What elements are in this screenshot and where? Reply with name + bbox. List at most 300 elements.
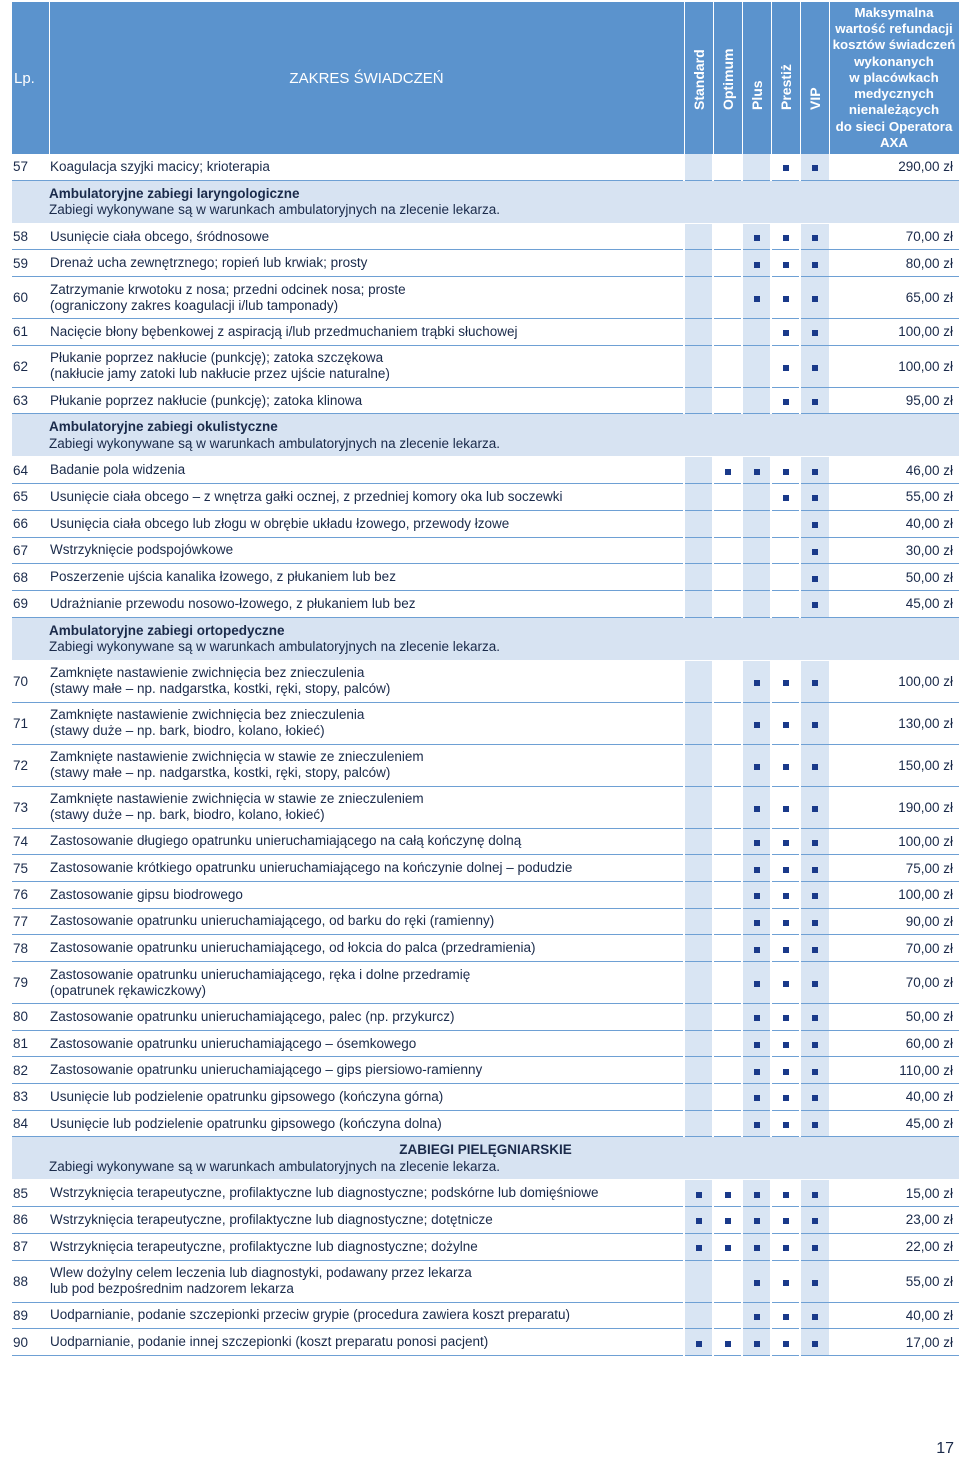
- max-refund-header: Maksymalna wartość refundacji kosztów świadczeń wykonanych w placówkach medycznych nienależących do sieci Operatora AXA: [829, 2, 959, 154]
- included-mark-icon: [783, 1341, 789, 1347]
- plan-cell-plus: [742, 881, 771, 908]
- included-mark-icon: [812, 981, 818, 987]
- plan-cell-standard: [684, 828, 713, 855]
- plan-cell-plus: [742, 1207, 771, 1234]
- included-mark-icon: [754, 920, 760, 926]
- table-row: [12, 786, 959, 828]
- plan-cell-prestiz: [771, 1004, 800, 1031]
- refund-value: 150,00 zł: [829, 744, 959, 786]
- table-row: [12, 702, 959, 744]
- plan-cell-plus: [742, 223, 771, 250]
- service-line: Koagulacja szyjki macicy; krioterapia: [50, 158, 270, 174]
- plan-cell-standard: [684, 345, 713, 387]
- plan-cell-optimum: [713, 1233, 742, 1260]
- plan-cell-optimum: [713, 828, 742, 855]
- service-description: [49, 744, 684, 786]
- service-line: Zastosowanie krótkiego opatrunku unieruchamiającego na kończynie dolnej – podudzie: [50, 860, 573, 876]
- plan-cell-plus: [742, 537, 771, 564]
- included-mark-icon: [783, 165, 789, 171]
- plan-cell-vip: [800, 484, 829, 511]
- included-mark-icon: [783, 235, 789, 241]
- plan-cell-prestiz: [771, 223, 800, 250]
- plan-cell-prestiz: [771, 537, 800, 564]
- plan-cell-standard: [684, 1302, 713, 1329]
- service-line: Zastosowanie opatrunku unieruchamiającego – ósemkowego: [50, 1035, 417, 1051]
- table-row: [12, 908, 959, 935]
- row-number: 84: [12, 1110, 49, 1137]
- table-row: [12, 154, 959, 180]
- refund-value: 290,00 zł: [829, 154, 959, 180]
- plan-cell-plus: [742, 908, 771, 935]
- plan-cell-standard: [684, 1329, 713, 1356]
- plan-cell-prestiz: [771, 319, 800, 346]
- included-mark-icon: [812, 1095, 818, 1101]
- row-number: 80: [12, 1004, 49, 1031]
- included-mark-icon: [783, 1280, 789, 1286]
- page-number: 17: [936, 1440, 954, 1457]
- section-title: Ambulatoryjne zabiegi okulistyczne: [49, 419, 278, 435]
- included-mark-icon: [783, 469, 789, 475]
- plan-cell-vip: [800, 250, 829, 277]
- plan-cell-standard: [684, 1233, 713, 1260]
- lp-header: Lp.: [12, 2, 49, 154]
- refund-value: 45,00 zł: [829, 1110, 959, 1137]
- table-row: [12, 510, 959, 537]
- plan-cell-standard: [684, 537, 713, 564]
- row-number: 89: [12, 1302, 49, 1329]
- service-line: Zastosowanie długiego opatrunku unieruchamiającego na całą kończynę dolną: [50, 833, 522, 849]
- plan-cell-prestiz: [771, 1084, 800, 1111]
- refund-value: 40,00 zł: [829, 1302, 959, 1329]
- plan-cell-optimum: [713, 1030, 742, 1057]
- included-mark-icon: [754, 1015, 760, 1021]
- service-description: [49, 154, 684, 180]
- services-table: [12, 2, 960, 1356]
- included-mark-icon: [754, 1122, 760, 1128]
- section-header: [12, 414, 959, 457]
- row-number: 60: [12, 277, 49, 319]
- included-mark-icon: [812, 947, 818, 953]
- plan-cell-vip: [800, 935, 829, 962]
- plan-cell-optimum: [713, 510, 742, 537]
- refund-value: 40,00 zł: [829, 510, 959, 537]
- plan-cell-standard: [684, 154, 713, 180]
- row-number: 81: [12, 1030, 49, 1057]
- included-mark-icon: [783, 1069, 789, 1075]
- row-number: 67: [12, 537, 49, 564]
- included-mark-icon: [783, 1122, 789, 1128]
- service-line: Zastosowanie opatrunku unieruchamiającego, palec (np. przykurcz): [50, 1008, 455, 1024]
- section-note: Zabiegi wykonywane są w warunkach ambulatoryjnych na zlecenie lekarza.: [49, 1158, 500, 1174]
- included-mark-icon: [783, 495, 789, 501]
- plan-cell-optimum: [713, 935, 742, 962]
- included-mark-icon: [754, 1192, 760, 1198]
- plan-cell-vip: [800, 277, 829, 319]
- included-mark-icon: [812, 365, 818, 371]
- plan-cell-standard: [684, 564, 713, 591]
- refund-value: 23,00 zł: [829, 1207, 959, 1234]
- plan-cell-vip: [800, 660, 829, 702]
- row-number: 72: [12, 744, 49, 786]
- service-description: [49, 387, 684, 414]
- plan-cell-prestiz: [771, 1110, 800, 1137]
- service-line: Usunięcie lub podzielenie opatrunku gipsowego (kończyna górna): [50, 1088, 444, 1104]
- service-description: [49, 590, 684, 617]
- plan-cell-plus: [742, 510, 771, 537]
- service-description: [49, 660, 684, 702]
- plan-cell-standard: [684, 908, 713, 935]
- section-title: Ambulatoryjne zabiegi laryngologiczne: [49, 185, 300, 201]
- refund-value: 70,00 zł: [829, 962, 959, 1004]
- included-mark-icon: [754, 469, 760, 475]
- plan-cell-vip: [800, 786, 829, 828]
- included-mark-icon: [812, 806, 818, 812]
- included-mark-icon: [696, 1341, 702, 1347]
- service-line: Wstrzyknięcia terapeutyczne, profilaktyczne lub diagnostyczne; dotętnicze: [50, 1211, 493, 1227]
- plan-cell-standard: [684, 786, 713, 828]
- table-row: [12, 1329, 959, 1356]
- table-row: [12, 590, 959, 617]
- plan-cell-optimum: [713, 1302, 742, 1329]
- section-note: Zabiegi wykonywane są w warunkach ambulatoryjnych na zlecenie lekarza.: [49, 435, 500, 451]
- plan-cell-optimum: [713, 660, 742, 702]
- plan-cell-vip: [800, 828, 829, 855]
- row-number: 79: [12, 962, 49, 1004]
- plan-cell-plus: [742, 457, 771, 484]
- included-mark-icon: [754, 722, 760, 728]
- included-mark-icon: [812, 235, 818, 241]
- included-mark-icon: [812, 522, 818, 528]
- refund-value: 55,00 zł: [829, 1260, 959, 1302]
- service-description: [49, 223, 684, 250]
- included-mark-icon: [812, 867, 818, 873]
- plan-cell-standard: [684, 1260, 713, 1302]
- service-description: [49, 1084, 684, 1111]
- table-row: [12, 387, 959, 414]
- plan-cell-plus: [742, 828, 771, 855]
- row-number: 59: [12, 250, 49, 277]
- plan-cell-plus: [742, 1110, 771, 1137]
- service-line: Usunięcie ciała obcego – z wnętrza gałki ocznej, z przedniej komory oka lub soczewki: [50, 488, 563, 504]
- plan-cell-plus: [742, 1329, 771, 1356]
- service-line: Płukanie poprzez nakłucie (punkcję); zatoka szczękowa: [50, 350, 384, 366]
- included-mark-icon: [754, 1095, 760, 1101]
- included-mark-icon: [812, 1192, 818, 1198]
- service-description: [49, 277, 684, 319]
- service-description: [49, 510, 684, 537]
- service-description: [49, 484, 684, 511]
- table-row: [12, 1030, 959, 1057]
- plan-cell-plus: [742, 250, 771, 277]
- included-mark-icon: [783, 947, 789, 953]
- service-line: Wstrzyknięcia terapeutyczne, profilaktyczne lub diagnostyczne; podskórne lub domięśniowe: [50, 1185, 599, 1201]
- plan-cell-optimum: [713, 154, 742, 180]
- included-mark-icon: [783, 1042, 789, 1048]
- plan-cell-standard: [684, 319, 713, 346]
- plan-cell-vip: [800, 345, 829, 387]
- service-line: Zamknięte nastawienie zwichnięcia bez znieczulenia: [50, 665, 365, 681]
- refund-value: 65,00 zł: [829, 277, 959, 319]
- plan-cell-optimum: [713, 962, 742, 1004]
- table-row: [12, 1180, 959, 1207]
- service-line: (nakłucie jamy zatoki lub nakłucie przez ujście naturalne): [50, 366, 390, 382]
- service-description: [49, 1057, 684, 1084]
- plan-cell-optimum: [713, 1110, 742, 1137]
- section-note: Zabiegi wykonywane są w warunkach ambulatoryjnych na zlecenie lekarza.: [49, 639, 500, 655]
- service-line: (ograniczony zakres koagulacji i/lub tamponady): [50, 297, 339, 313]
- row-number: 69: [12, 590, 49, 617]
- included-mark-icon: [783, 1314, 789, 1320]
- service-line: (stawy małe – np. nadgarstka, kostki, ręki, stopy, palców): [50, 765, 391, 781]
- included-mark-icon: [754, 1245, 760, 1251]
- included-mark-icon: [812, 1122, 818, 1128]
- plan-cell-prestiz: [771, 935, 800, 962]
- included-mark-icon: [783, 840, 789, 846]
- refund-value: 22,00 zł: [829, 1233, 959, 1260]
- included-mark-icon: [783, 722, 789, 728]
- service-description: [49, 881, 684, 908]
- plan-cell-plus: [742, 484, 771, 511]
- included-mark-icon: [812, 1245, 818, 1251]
- plan-cell-prestiz: [771, 457, 800, 484]
- table-row: [12, 1057, 959, 1084]
- service-description: [49, 1004, 684, 1031]
- table-row: [12, 277, 959, 319]
- plan-cell-vip: [800, 881, 829, 908]
- plan-cell-vip: [800, 744, 829, 786]
- included-mark-icon: [754, 893, 760, 899]
- refund-value: 55,00 zł: [829, 484, 959, 511]
- plan-cell-vip: [800, 855, 829, 882]
- section-header: [12, 1137, 959, 1180]
- row-number: 68: [12, 564, 49, 591]
- included-mark-icon: [783, 296, 789, 302]
- table-row: [12, 881, 959, 908]
- table-row: [12, 1110, 959, 1137]
- table-row: [12, 457, 959, 484]
- plan-cell-plus: [742, 1233, 771, 1260]
- table-row: [12, 744, 959, 786]
- plan-cell-standard: [684, 660, 713, 702]
- plan-cell-plus: [742, 660, 771, 702]
- included-mark-icon: [812, 840, 818, 846]
- included-mark-icon: [783, 981, 789, 987]
- plan-cell-vip: [800, 510, 829, 537]
- plan-cell-optimum: [713, 1329, 742, 1356]
- plan-cell-standard: [684, 1180, 713, 1207]
- row-number: 87: [12, 1233, 49, 1260]
- plan-cell-vip: [800, 1207, 829, 1234]
- row-number: 63: [12, 387, 49, 414]
- table-row: [12, 250, 959, 277]
- included-mark-icon: [812, 262, 818, 268]
- plan-cell-vip: [800, 223, 829, 250]
- plan-cell-vip: [800, 1057, 829, 1084]
- table-row: [12, 1207, 959, 1234]
- refund-value: 50,00 zł: [829, 564, 959, 591]
- plan-cell-vip: [800, 1004, 829, 1031]
- row-number: 70: [12, 660, 49, 702]
- service-line: (opatrunek rękawiczkowy): [50, 982, 207, 998]
- service-line: Zastosowanie opatrunku unieruchamiającego, od barku do ręki (ramienny): [50, 913, 495, 929]
- refund-value: 110,00 zł: [829, 1057, 959, 1084]
- plan-cell-optimum: [713, 223, 742, 250]
- plan-cell-plus: [742, 345, 771, 387]
- service-line: Udrażnianie przewodu nosowo-łzowego, z płukaniem lub bez: [50, 595, 416, 611]
- plan-cell-optimum: [713, 786, 742, 828]
- plan-cell-standard: [684, 744, 713, 786]
- plan-cell-standard: [684, 1057, 713, 1084]
- plan-cell-plus: [742, 590, 771, 617]
- plan-cell-standard: [684, 702, 713, 744]
- service-line: Zastosowanie opatrunku unieruchamiającego – gips piersiowo-ramienny: [50, 1062, 483, 1078]
- included-mark-icon: [783, 1245, 789, 1251]
- row-number: 83: [12, 1084, 49, 1111]
- included-mark-icon: [754, 680, 760, 686]
- included-mark-icon: [754, 981, 760, 987]
- plan-cell-prestiz: [771, 1030, 800, 1057]
- refund-value: 17,00 zł: [829, 1329, 959, 1356]
- included-mark-icon: [754, 1280, 760, 1286]
- service-description: [49, 457, 684, 484]
- included-mark-icon: [812, 469, 818, 475]
- included-mark-icon: [812, 1280, 818, 1286]
- plan-cell-plus: [742, 702, 771, 744]
- included-mark-icon: [812, 549, 818, 555]
- refund-value: 80,00 zł: [829, 250, 959, 277]
- row-number: 78: [12, 935, 49, 962]
- section-header: [12, 180, 959, 223]
- row-number: 71: [12, 702, 49, 744]
- table-row: [12, 319, 959, 346]
- included-mark-icon: [783, 365, 789, 371]
- plan-cell-prestiz: [771, 345, 800, 387]
- plan-cell-plus: [742, 962, 771, 1004]
- plan-cell-plus: [742, 786, 771, 828]
- included-mark-icon: [812, 920, 818, 926]
- refund-value: 75,00 zł: [829, 855, 959, 882]
- included-mark-icon: [783, 1015, 789, 1021]
- row-number: 86: [12, 1207, 49, 1234]
- row-number: 85: [12, 1180, 49, 1207]
- plan-header-vip: VIP: [800, 2, 829, 154]
- plan-cell-prestiz: [771, 1180, 800, 1207]
- service-line: (stawy małe – np. nadgarstka, kostki, ręki, stopy, palców): [50, 681, 391, 697]
- section-title: ZABIEGI PIELĘGNIARSKIE: [399, 1142, 572, 1158]
- plan-cell-optimum: [713, 1004, 742, 1031]
- section-title: Ambulatoryjne zabiegi ortopedyczne: [49, 622, 285, 638]
- plan-cell-prestiz: [771, 828, 800, 855]
- plan-cell-standard: [684, 387, 713, 414]
- included-mark-icon: [754, 1218, 760, 1224]
- plan-cell-vip: [800, 319, 829, 346]
- included-mark-icon: [696, 1218, 702, 1224]
- included-mark-icon: [783, 330, 789, 336]
- included-mark-icon: [754, 764, 760, 770]
- table-row: [12, 564, 959, 591]
- service-description: [49, 1207, 684, 1234]
- included-mark-icon: [754, 1069, 760, 1075]
- service-description: [49, 908, 684, 935]
- plan-cell-standard: [684, 250, 713, 277]
- plan-cell-prestiz: [771, 590, 800, 617]
- included-mark-icon: [754, 235, 760, 241]
- service-line: (stawy duże – np. bark, biodro, kolano, łokieć): [50, 723, 325, 739]
- service-line: Uodparnianie, podanie szczepionki przeciw grypie (procedura zawiera koszt preparatu): [50, 1307, 571, 1323]
- service-line: Usunięcie ciała obcego, śródnosowe: [50, 228, 270, 244]
- plan-cell-standard: [684, 1004, 713, 1031]
- table-row: [12, 345, 959, 387]
- service-line: Płukanie poprzez nakłucie (punkcję); zatoka klinowa: [50, 392, 363, 408]
- plan-cell-prestiz: [771, 702, 800, 744]
- plan-cell-prestiz: [771, 744, 800, 786]
- refund-value: 60,00 zł: [829, 1030, 959, 1057]
- service-description: [49, 702, 684, 744]
- row-number: 90: [12, 1329, 49, 1356]
- included-mark-icon: [812, 296, 818, 302]
- included-mark-icon: [812, 722, 818, 728]
- row-number: 64: [12, 457, 49, 484]
- service-line: Usunięcie lub podzielenie opatrunku gipsowego (kończyna dolna): [50, 1115, 442, 1131]
- plan-cell-plus: [742, 1084, 771, 1111]
- refund-value: 100,00 zł: [829, 828, 959, 855]
- table-row: [12, 223, 959, 250]
- plan-cell-prestiz: [771, 250, 800, 277]
- service-description: [49, 1180, 684, 1207]
- plan-header-plus: Plus: [742, 2, 771, 154]
- included-mark-icon: [783, 867, 789, 873]
- plan-header-prestiz: Prestiż: [771, 2, 800, 154]
- included-mark-icon: [754, 1042, 760, 1048]
- plan-cell-prestiz: [771, 1207, 800, 1234]
- refund-value: 95,00 zł: [829, 387, 959, 414]
- table-row: [12, 1084, 959, 1111]
- service-line: Wlew dożylny celem leczenia lub diagnostyki, podawany przez lekarza: [50, 1265, 472, 1280]
- plan-cell-vip: [800, 1329, 829, 1356]
- included-mark-icon: [754, 262, 760, 268]
- plan-cell-plus: [742, 277, 771, 319]
- plan-cell-plus: [742, 1302, 771, 1329]
- included-mark-icon: [783, 764, 789, 770]
- service-line: Wstrzyknięcia terapeutyczne, profilaktyczne lub diagnostyczne; dożylne: [50, 1238, 478, 1254]
- section-note: Zabiegi wykonywane są w warunkach ambulatoryjnych na zlecenie lekarza.: [49, 202, 500, 218]
- plan-cell-vip: [800, 537, 829, 564]
- zakres-header: ZAKRES ŚWIADCZEŃ: [49, 2, 684, 154]
- included-mark-icon: [812, 576, 818, 582]
- service-line: Wstrzyknięcie podspojówkowe: [50, 542, 234, 558]
- included-mark-icon: [754, 296, 760, 302]
- plan-cell-optimum: [713, 564, 742, 591]
- service-description: [49, 1260, 684, 1302]
- plan-cell-standard: [684, 935, 713, 962]
- service-line: Nacięcie błony bębenkowej z aspiracją i/lub przedmuchaniem trąbki słuchowej: [50, 323, 518, 339]
- table-header: [12, 2, 959, 154]
- plan-cell-plus: [742, 1180, 771, 1207]
- plan-cell-prestiz: [771, 962, 800, 1004]
- plan-cell-standard: [684, 1207, 713, 1234]
- plan-cell-plus: [742, 744, 771, 786]
- plan-cell-vip: [800, 1110, 829, 1137]
- service-line: Zamknięte nastawienie zwichnięcia w stawie ze znieczuleniem: [50, 749, 424, 765]
- plan-cell-optimum: [713, 319, 742, 346]
- included-mark-icon: [812, 165, 818, 171]
- plan-cell-plus: [742, 1030, 771, 1057]
- plan-cell-prestiz: [771, 1302, 800, 1329]
- plan-cell-optimum: [713, 744, 742, 786]
- service-line: Drenaż ucha zewnętrznego; ropień lub krwiak; prosty: [50, 255, 368, 271]
- table-row: [12, 660, 959, 702]
- service-line: Zastosowanie opatrunku unieruchamiającego, od łokcia do palca (przedramienia): [50, 940, 536, 956]
